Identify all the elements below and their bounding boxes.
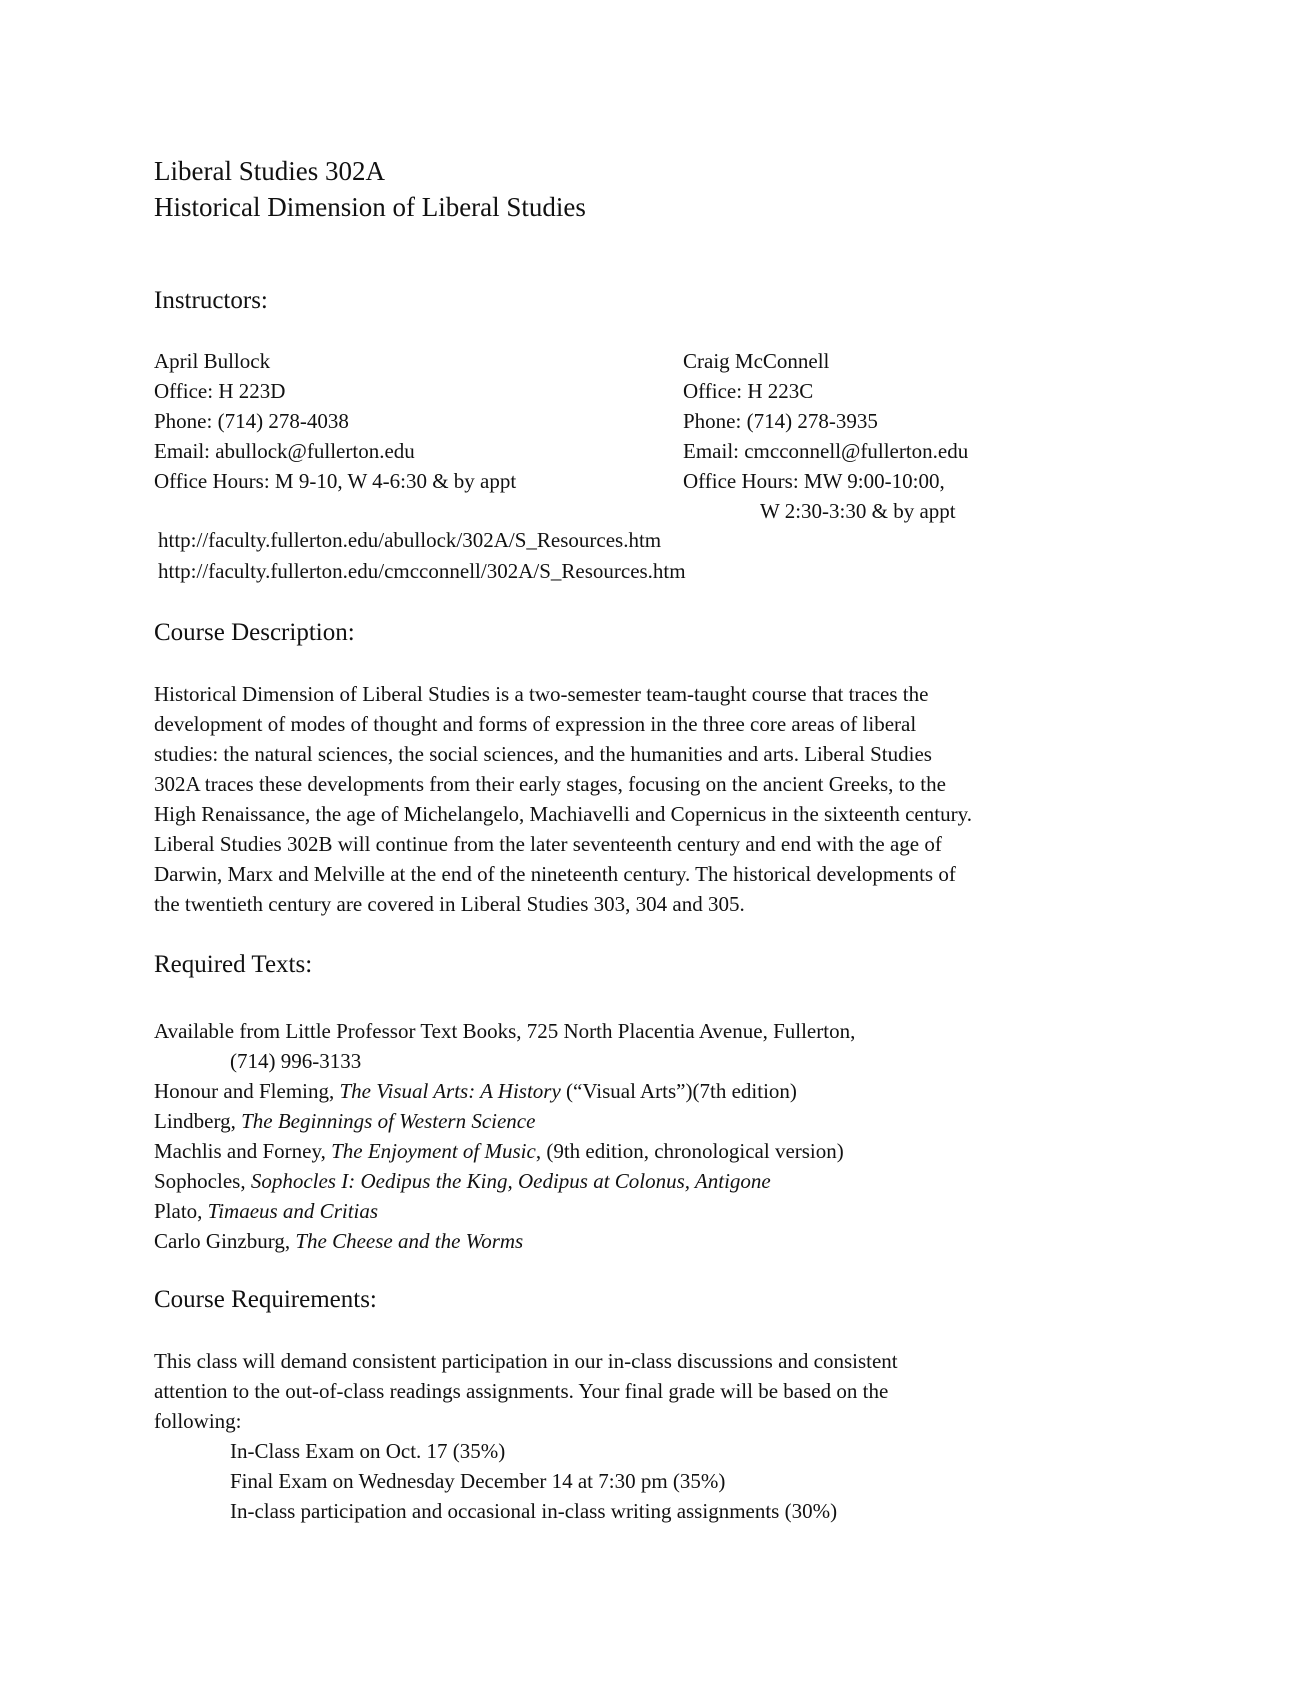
instructor-name: Craig McConnell: [683, 349, 830, 373]
paragraph-line: Historical Dimension of Liberal Studies is a two-semester team-taught course that traces the: [154, 682, 929, 706]
book-title: The Beginnings of Western Science: [241, 1109, 536, 1133]
book-item: [154, 1136, 855, 1166]
resource-links: [158, 525, 686, 587]
required-texts-heading: Required Texts:: [154, 951, 313, 978]
instructor-name: April Bullock: [154, 349, 271, 373]
instructor-left: [154, 346, 516, 496]
book-author: Carlo Ginzburg,: [154, 1229, 296, 1253]
paragraph-line: This class will demand consistent participation in our in-class discussions and consistent: [154, 1349, 898, 1373]
book-author: Lindberg,: [154, 1109, 242, 1133]
grading-item: In-Class Exam on Oct. 17 (35%): [230, 1439, 506, 1463]
instructor-hours: Office Hours: MW 9:00-10:00,: [683, 469, 945, 493]
book-author: Plato,: [154, 1199, 208, 1223]
instructor-office: Office: H 223D: [154, 379, 286, 403]
book-author: Sophocles,: [154, 1169, 251, 1193]
instructor-phone: Phone: (714) 278-4038: [154, 409, 349, 433]
course-title: Historical Dimension of Liberal Studies: [154, 192, 586, 222]
paragraph-line: following:: [154, 1409, 242, 1433]
book-note: , (9th edition, chronological version): [535, 1139, 844, 1163]
grading-item: Final Exam on Wednesday December 14 at 7:30 pm (35%): [230, 1469, 726, 1493]
book-title: The Visual Arts: A History: [339, 1079, 561, 1103]
book-title: The Enjoyment of Music: [331, 1139, 536, 1163]
course-description-heading: Course Description:: [154, 619, 355, 646]
paragraph-line: attention to the out-of-class readings assignments. Your final grade will be based on the: [154, 1379, 889, 1403]
book-author: Honour and Fleming,: [154, 1079, 340, 1103]
bookstore-line: Available from Little Professor Text Books, 725 North Placentia Avenue, Fullerton,: [154, 1019, 856, 1043]
instructor-phone: Phone: (714) 278-3935: [683, 409, 878, 433]
instructor-hours-continued: W 2:30-3:30 & by appt: [760, 499, 956, 523]
instructor-office: Office: H 223C: [683, 379, 814, 403]
paragraph-line: 302A traces these developments from their early stages, focusing on the ancient Greeks, to the: [154, 772, 946, 796]
book-title: The Cheese and the Worms: [295, 1229, 524, 1253]
book-note: (“Visual Arts”)(7th edition): [560, 1079, 797, 1103]
course-description-text: [154, 679, 1154, 919]
resource-link-mcconnell[interactable]: http://faculty.fullerton.edu/cmcconnell/302A/S_Resources.htm: [158, 559, 686, 583]
instructor-email: Email: cmcconnell@fullerton.edu: [683, 439, 969, 463]
paragraph-line: the twentieth century are covered in Liberal Studies 303, 304 and 305.: [154, 892, 745, 916]
instructors-heading: Instructors:: [154, 287, 268, 314]
course-requirements-text: [154, 1346, 1154, 1526]
instructor-email: Email: abullock@fullerton.edu: [154, 439, 415, 463]
book-item: [154, 1196, 855, 1226]
book-item: [154, 1076, 855, 1106]
book-author: Machlis and Forney,: [154, 1139, 332, 1163]
instructor-hours: Office Hours: M 9-10, W 4-6:30 & by appt: [154, 469, 517, 493]
book-title: Sophocles I: Oedipus the King, Oedipus at Colonus, Antigone: [250, 1169, 771, 1193]
paragraph-line: High Renaissance, the age of Michelangelo, Machiavelli and Copernicus in the sixteenth century.: [154, 802, 972, 826]
bookstore-phone: (714) 996-3133: [230, 1049, 362, 1073]
grading-item: In-class participation and occasional in-class writing assignments (30%): [230, 1499, 838, 1523]
course-requirements-heading: Course Requirements:: [154, 1286, 377, 1313]
paragraph-line: Darwin, Marx and Melville at the end of the nineteenth century. The historical developments of: [154, 862, 956, 886]
required-texts-list: [154, 1016, 855, 1256]
paragraph-line: development of modes of thought and forms of expression in the three core areas of liberal: [154, 712, 917, 736]
book-title: Timaeus and Critias: [207, 1199, 379, 1223]
paragraph-line: Liberal Studies 302B will continue from the later seventeenth century and end with the age of: [154, 832, 942, 856]
course-code: Liberal Studies 302A: [154, 156, 385, 186]
instructor-right: [683, 346, 968, 526]
book-item: [154, 1106, 855, 1136]
resource-link-bullock[interactable]: http://faculty.fullerton.edu/abullock/302A/S_Resources.htm: [158, 528, 662, 552]
book-item: [154, 1226, 855, 1256]
book-item: [154, 1166, 855, 1196]
paragraph-line: studies: the natural sciences, the social sciences, and the humanities and arts. Liberal Studies: [154, 742, 932, 766]
